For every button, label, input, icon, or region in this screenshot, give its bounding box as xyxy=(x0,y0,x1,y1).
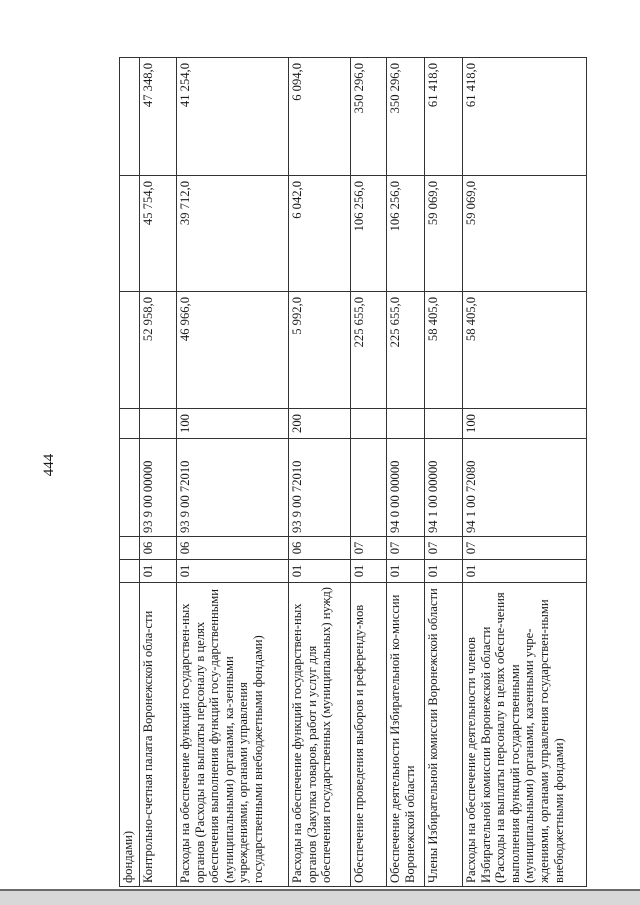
cell-name: Расходы на обеспечение деятельности членов Избирательной комиссии Воронежской области (Расходы на выплаты персоналу в целях обеспе-чения выполнения функций государственными (муниципальными) органами, казенными учре-ждениями, органами управления государствен-ными внебюджетными фондами) xyxy=(463,583,587,887)
cell-target-article: 93 9 00 72010 xyxy=(289,439,351,537)
cell-target-article: 94 1 00 72080 xyxy=(463,439,587,537)
cell-subsection: 07 xyxy=(425,537,463,560)
cell-amount-year-3: 6 094,0 xyxy=(289,58,351,176)
cell-section: 01 xyxy=(177,560,289,583)
cell-amount-year-3: 47 348,0 xyxy=(140,58,177,176)
cell-subsection xyxy=(120,537,140,560)
cell-amount-year-2: 6 042,0 xyxy=(289,176,351,292)
cell-amount-year-2: 106 256,0 xyxy=(387,176,425,292)
cell-name: Расходы на обеспечение функций государствен-ных органов (Расходы на выплаты персоналу в целях обеспечения выполнения функций госу-дарственными (муниципальными) органами, ка-зенными учреждениями, органами управления государственными внебюджетными фондами) xyxy=(177,583,289,887)
cell-amount-year-2 xyxy=(120,176,140,292)
cell-amount-year-1: 58 405,0 xyxy=(425,292,463,409)
table-row xyxy=(289,58,351,887)
cell-section: 01 xyxy=(463,560,587,583)
cell-name: Члены Избирательной комиссии Воронежской области xyxy=(425,583,463,887)
cell-section: 01 xyxy=(289,560,351,583)
cell-expense-type xyxy=(387,409,425,439)
cell-amount-year-3: 350 296,0 xyxy=(387,58,425,176)
cell-amount-year-1: 58 405,0 xyxy=(463,292,587,409)
cell-amount-year-3: 41 254,0 xyxy=(177,58,289,176)
cell-expense-type xyxy=(425,409,463,439)
cell-section: 01 xyxy=(140,560,177,583)
cell-section: 01 xyxy=(425,560,463,583)
table-row xyxy=(177,58,289,887)
page-number: 444 xyxy=(41,453,57,477)
cell-name: Расходы на обеспечение функций государствен-ных органов (Закупка товаров, работ и услуг для обеспечения государственных (муниципальных) нужд) xyxy=(289,583,351,887)
table-row xyxy=(463,58,587,887)
table-row xyxy=(387,58,425,887)
cell-subsection: 06 xyxy=(140,537,177,560)
cell-amount-year-1 xyxy=(120,292,140,409)
cell-expense-type xyxy=(351,409,387,439)
cell-amount-year-2: 59 069,0 xyxy=(463,176,587,292)
cell-amount-year-3 xyxy=(120,58,140,176)
cell-section: 01 xyxy=(351,560,387,583)
cell-subsection: 07 xyxy=(351,537,387,560)
cell-name: фондами) xyxy=(120,583,140,887)
cell-target-article xyxy=(351,439,387,537)
cell-expense-type: 100 xyxy=(463,409,587,439)
cell-amount-year-3: 61 418,0 xyxy=(463,58,587,176)
cell-name: Обеспечение проведения выборов и референду-мов xyxy=(351,583,387,887)
cell-target-article xyxy=(120,439,140,537)
cell-expense-type: 100 xyxy=(177,409,289,439)
cell-subsection: 07 xyxy=(387,537,425,560)
cell-amount-year-2: 59 069,0 xyxy=(425,176,463,292)
cell-target-article: 94 0 00 00000 xyxy=(387,439,425,537)
table-row xyxy=(351,58,387,887)
rotated-table-frame xyxy=(119,58,566,887)
table-row xyxy=(120,58,140,887)
cell-amount-year-3: 61 418,0 xyxy=(425,58,463,176)
cell-subsection: 06 xyxy=(177,537,289,560)
cell-amount-year-1: 52 958,0 xyxy=(140,292,177,409)
cell-name: Контрольно-счетная палата Воронежской обла-сти xyxy=(140,583,177,887)
cell-amount-year-2: 39 712,0 xyxy=(177,176,289,292)
scan-bottom-margin xyxy=(0,891,640,905)
cell-amount-year-1: 225 655,0 xyxy=(387,292,425,409)
cell-subsection: 07 xyxy=(463,537,587,560)
cell-name: Обеспечение деятельности Избирательной ко-миссии Воронежской области xyxy=(387,583,425,887)
cell-subsection: 06 xyxy=(289,537,351,560)
cell-amount-year-3: 350 296,0 xyxy=(351,58,387,176)
cell-target-article: 93 9 00 00000 xyxy=(140,439,177,537)
budget-table xyxy=(119,57,587,887)
table-row xyxy=(140,58,177,887)
cell-amount-year-2: 106 256,0 xyxy=(351,176,387,292)
cell-target-article: 94 1 00 00000 xyxy=(425,439,463,537)
cell-expense-type: 200 xyxy=(289,409,351,439)
table-row xyxy=(425,58,463,887)
cell-section xyxy=(120,560,140,583)
cell-amount-year-1: 225 655,0 xyxy=(351,292,387,409)
cell-target-article: 93 9 00 72010 xyxy=(177,439,289,537)
cell-amount-year-2: 45 754,0 xyxy=(140,176,177,292)
cell-section: 01 xyxy=(387,560,425,583)
cell-expense-type xyxy=(140,409,177,439)
cell-amount-year-1: 46 966,0 xyxy=(177,292,289,409)
cell-expense-type xyxy=(120,409,140,439)
cell-amount-year-1: 5 992,0 xyxy=(289,292,351,409)
